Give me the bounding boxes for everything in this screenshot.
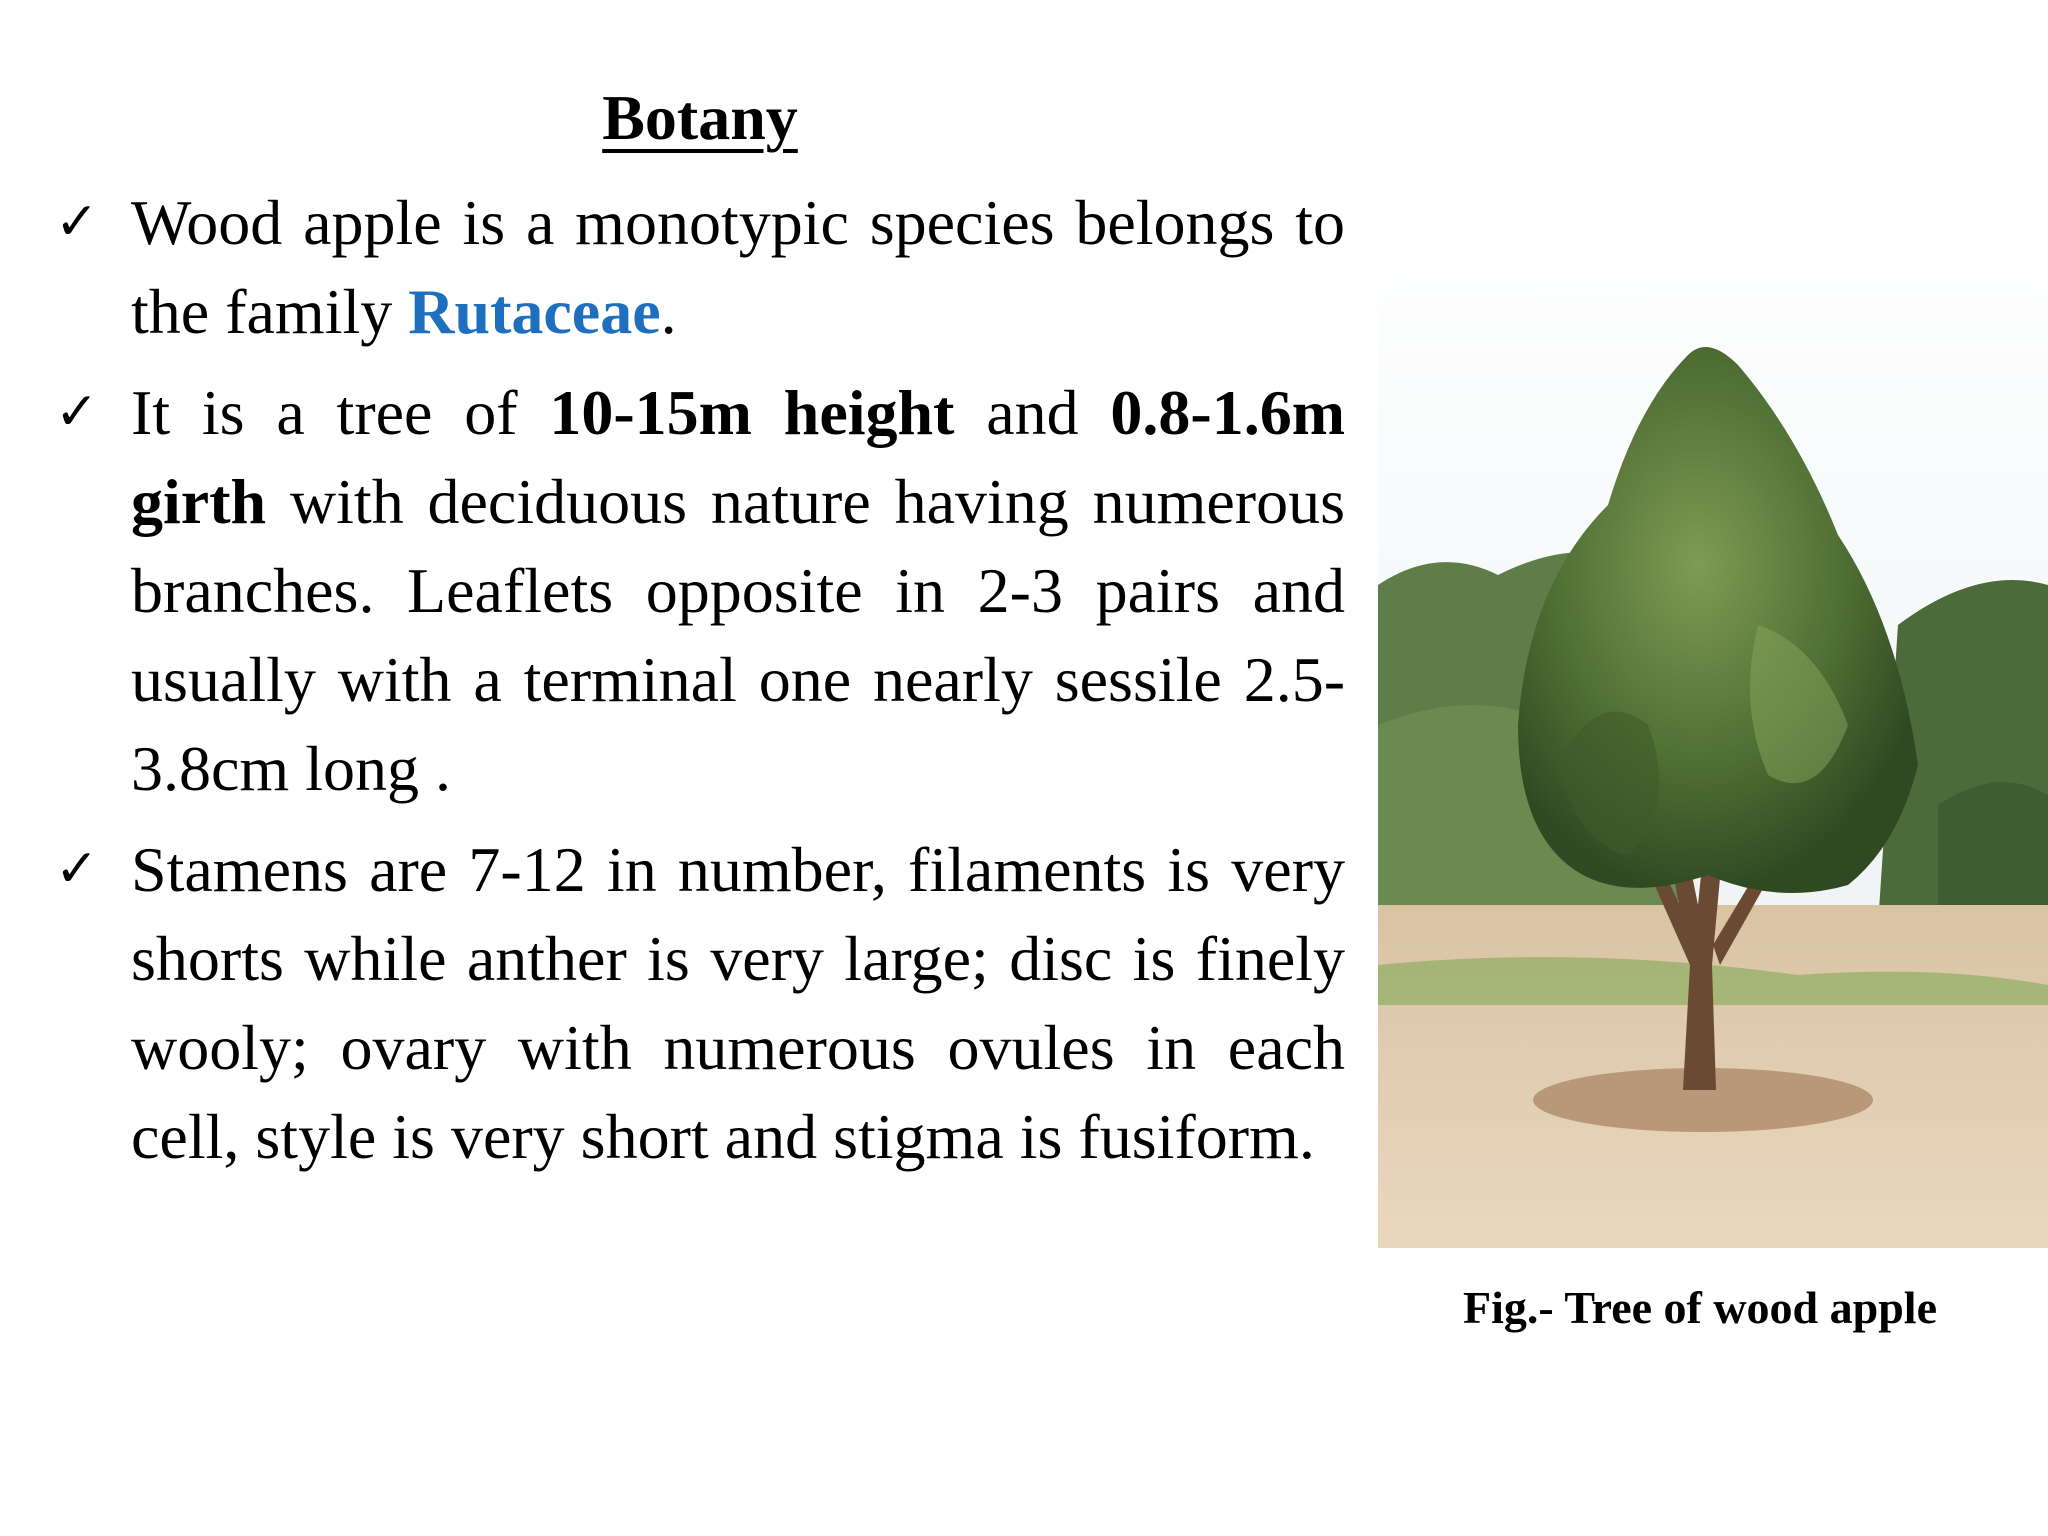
check-mark-icon: ✓: [55, 839, 99, 899]
bullet-text: [131, 187, 1345, 347]
bullet-item: [55, 178, 1345, 356]
slide-title: Botany: [602, 82, 798, 153]
text-run: .: [660, 276, 677, 347]
text-run: and: [954, 377, 1111, 448]
text-run: It is a tree of: [131, 377, 550, 448]
bullet-list: [55, 178, 1345, 1193]
check-mark-icon: ✓: [55, 192, 99, 252]
text-run: Stamens are 7-12 in number, filaments is very shorts while anther is very large; disc is finely wooly; ovary with numerous ovules in each cell, style is very short and stigma is fusiform.: [131, 834, 1345, 1172]
family-name: Rutaceae: [408, 276, 661, 347]
wood-apple-tree-photo: [1378, 205, 2048, 1248]
text-run: with deciduous nature having numerous branches. Leaflets opposite in 2-3 pairs and usually with a terminal one nearly sessile 2.5-3.8cm long .: [131, 466, 1345, 804]
check-mark-icon: ✓: [55, 382, 99, 442]
girth-value: 0.8-1.6m girth: [131, 377, 1345, 537]
height-value: 10-15m height: [549, 377, 955, 448]
bullet-text: [131, 834, 1345, 1172]
bullet-item: [55, 825, 1345, 1181]
bullet-item: [55, 368, 1345, 813]
text-run: Wood apple is a monotypic species belongs to the family: [131, 187, 1345, 347]
bullet-text: [131, 377, 1345, 804]
figure-caption: Fig.- Tree of wood apple: [1462, 1282, 1938, 1333]
